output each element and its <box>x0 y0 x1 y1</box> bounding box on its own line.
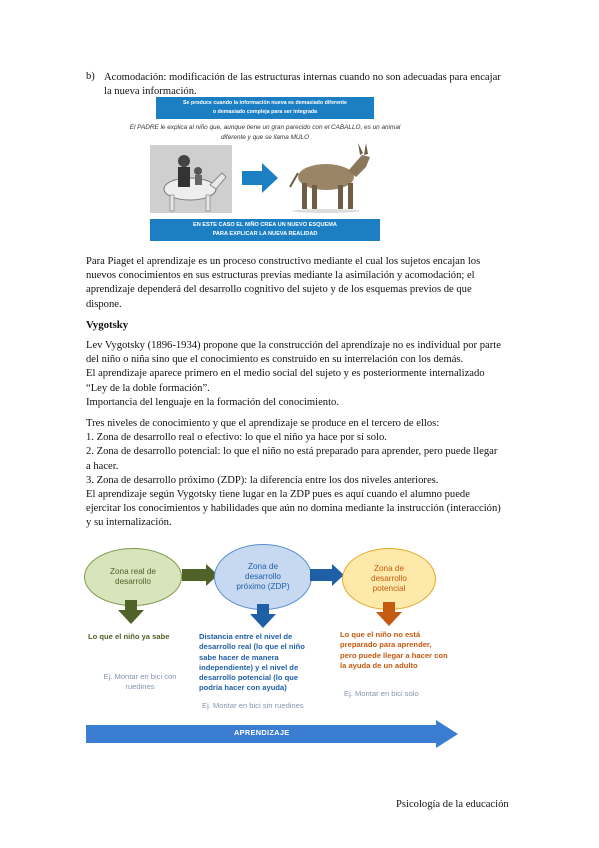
zone-potential-desc-line-2: preparado para aprender, <box>340 640 432 650</box>
figure-header-line-2: o demasiado compleja para ser integrada <box>212 109 318 115</box>
vygotsky-levels <box>86 417 514 531</box>
item-b-line-1: Acomodación: modificación de las estructuras internas cuando no son adecuadas para encajar <box>104 72 501 83</box>
mule-illustration <box>286 141 376 213</box>
levels-line-4: a hacer. <box>86 460 119 472</box>
zone-potential-desc-line-1: Lo que el niño no está <box>340 630 421 639</box>
zone-real-ellipse <box>84 548 182 606</box>
zone-real-label-line-2: desarrollo <box>115 577 151 586</box>
zone-potential-ellipse <box>342 548 436 610</box>
zone-zdp-label-line-2: desarrollo <box>245 572 281 581</box>
zone-zdp-desc-line-6: podría hacer con ayuda) <box>199 683 287 693</box>
zone-zdp-example <box>202 701 332 711</box>
vygotsky-paragraph-1 <box>86 339 514 410</box>
orange-down-arrow-icon <box>376 602 402 626</box>
zone-zdp-ellipse <box>214 544 312 610</box>
zone-real-label-line-1: Zona real de <box>110 567 156 576</box>
piaget-line-1: Para Piaget el aprendizaje es un proceso constructivo mediante el cual los sujetos encajan los <box>86 256 481 267</box>
item-b-line-2: la nueva información. <box>104 86 197 98</box>
figure-footer-line-1: EN ESTE CASO EL NIÑO CREA UN NUEVO ESQUEMA <box>193 222 337 228</box>
horse-rider-illustration <box>150 145 232 213</box>
accommodation-figure <box>129 97 401 243</box>
zone-zdp-label-line-1: Zona de <box>247 562 279 571</box>
zone-potential-label-line-2: desarrollo <box>371 574 407 583</box>
zone-zdp-example-line-1: Ej. Montar en bici sin ruedines <box>202 701 304 710</box>
figure-footer-line-2: PARA EXPLICAR LA NUEVA REALIDAD <box>212 231 318 237</box>
item-b-text <box>104 71 516 99</box>
levels-line-8: y su internalización. <box>86 517 172 529</box>
zone-potential-description <box>340 630 458 671</box>
vygotsky-p3: Importancia del lenguaje en la formación del conocimiento. <box>86 396 339 408</box>
learning-arrow-label: APRENDIZAJE <box>234 728 290 737</box>
zone-zdp-desc-line-3: sabe hacer de manera <box>199 652 279 662</box>
zone-real-example-line-2: ruedines <box>125 682 155 692</box>
zone-zdp-desc-line-1: Distancia entre el nivel de <box>199 632 293 641</box>
zone-zdp-description <box>199 632 323 694</box>
piaget-line-2: nuevos conocimientos en sus estructuras previas mediante la asimilación y acomodación; el <box>86 270 475 282</box>
piaget-line-4: dispone. <box>86 298 122 310</box>
figure-footer <box>150 219 380 241</box>
figure-caption-line-1: El PADRE le explica al niño que, aunque tiene un gran parecido con el CABALLO, es un animal <box>129 124 401 131</box>
figure-header-line-1: Se produce cuando la información nueva es demasiado diferente <box>183 100 347 106</box>
zone-potential-example-line-1: Ej. Montar en bici solo <box>344 689 419 698</box>
blue-right-arrow-icon <box>310 564 344 586</box>
zone-potential-desc-line-3: pero puede llegar a hacer con <box>340 650 448 660</box>
zdp-diagram <box>84 540 464 750</box>
zone-zdp-desc-line-4: independiente) y el nivel de <box>199 662 299 672</box>
vygotsky-p2-line-1: El aprendizaje aparece primero en el medio social del sujeto y es posteriormente internalizado <box>86 368 485 380</box>
levels-line-5: 3. Zona de desarrollo próximo (ZDP): la diferencia entre los dos niveles anteriores. <box>86 474 439 486</box>
zone-potential-desc-line-4: la ayuda de un adulto <box>340 660 418 670</box>
blue-down-arrow-icon <box>250 604 276 628</box>
vygotsky-p1-line-1: Lev Vygotsky (1896-1934) propone que la construcción del aprendizaje no es individual por parte <box>86 340 501 351</box>
vygotsky-heading: Vygotsky <box>86 319 129 331</box>
zone-potential-example <box>344 689 464 699</box>
zone-real-desc-line-1: Lo que el niño ya sabe <box>88 632 170 641</box>
zone-zdp-desc-line-5: desarrollo potencial (lo que <box>199 673 299 683</box>
figure-caption-line-2: diferente y que se llama MULO <box>220 134 310 141</box>
vygotsky-p2-line-2: “Ley de la doble formación”. <box>86 382 210 394</box>
zone-real-example-line-1: Ej. Montar en bici con <box>103 672 177 681</box>
green-down-arrow-icon <box>118 600 144 624</box>
list-marker-b: b) <box>86 71 95 82</box>
zone-real-example <box>90 672 190 693</box>
right-arrow-icon <box>242 163 278 193</box>
father-horse-photo <box>150 145 232 213</box>
zone-real-description <box>88 632 198 642</box>
page-footer: Psicología de la educación <box>396 799 509 810</box>
levels-line-6: El aprendizaje según Vygotsky tiene lugar en la ZDP pues es aquí cuando el alumno puede <box>86 489 470 501</box>
figure-caption <box>114 123 416 143</box>
levels-line-3: 2. Zona de desarrollo potencial: lo que el niño no está preparado para aprender, pero puede llegar <box>86 446 498 458</box>
piaget-paragraph <box>86 255 514 312</box>
green-right-arrow-icon <box>182 564 218 586</box>
levels-line-2: 1. Zona de desarrollo real o efectivo: lo que el niño ya hace por sí solo. <box>86 432 387 444</box>
levels-line-7: ejercitar los conocimientos y habilidades que aún no domina mediante la instrucción (interacción) <box>86 503 501 515</box>
piaget-line-3: aprendizaje dependerá del desarrollo cognitivo del sujeto y de los esquemas previos de que <box>86 284 472 296</box>
figure-header <box>156 97 374 119</box>
zone-potential-label-line-1: Zona de <box>373 564 405 573</box>
zone-zdp-desc-line-2: desarrollo real (lo que el niño <box>199 642 305 652</box>
zone-zdp-label-line-3: próximo (ZDP) <box>236 582 290 591</box>
vygotsky-p1-line-2: del niño o niña sino que el conocimiento es construido en su interrelación con los demás. <box>86 354 464 366</box>
zone-potential-label-line-3: potencial <box>372 584 406 593</box>
levels-line-1: Tres niveles de conocimiento y que el aprendizaje se produce en el tercero de ellos: <box>86 418 440 429</box>
